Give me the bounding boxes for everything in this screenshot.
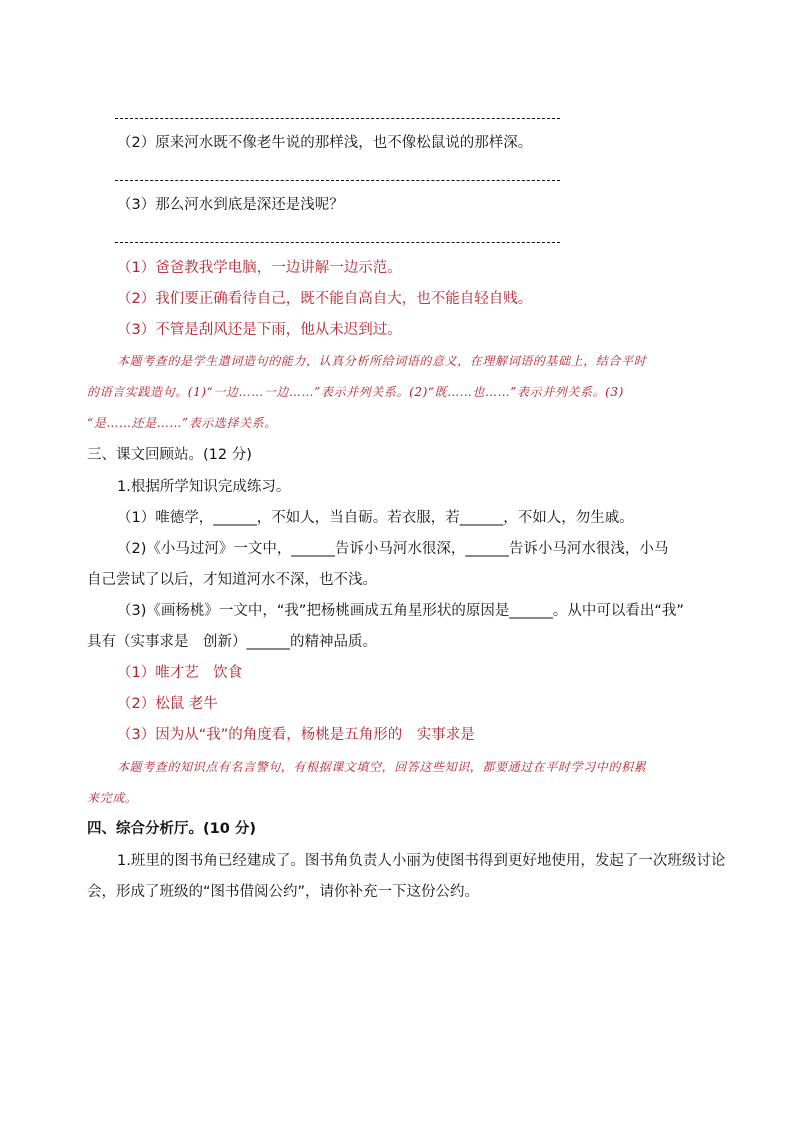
section-3-part-2-line-1: （2)《小马过河》一文中，______告诉小马河水很深，______告诉小马河水很浅，小马 <box>117 541 669 557</box>
section-3-answer-2: （2）松鼠 老牛 <box>117 696 218 712</box>
answer-blank-line-2 <box>115 180 560 181</box>
section-4-question-1-line-2: 会，形成了班级的“图书借阅公约”，请你补充一下这份公约。 <box>87 884 480 900</box>
section-3-answer-1: （1）唯才艺 饮食 <box>117 665 243 681</box>
answer-blank-line-3 <box>115 242 560 243</box>
explanation-1-line-3: “是……还是……”表示选择关系。 <box>87 416 277 430</box>
section-4-heading: 四、综合分析厅。(10 分) <box>87 821 256 837</box>
answer-2: （2）我们要正确看待自己，既不能自高自大，也不能自轻自贱。 <box>117 291 533 307</box>
explanation-2-line-2: 来完成。 <box>87 791 138 805</box>
section-3-part-1: （1）唯德学，______，不如人，当自砺。若衣服，若______，不如人，勿生戚。 <box>117 510 634 526</box>
section-4-question-1-line-1: 1.班里的图书角已经建成了。图书角负责人小丽为使图书得到更好地使用，发起了一次班级讨论 <box>117 853 726 869</box>
section-3-answer-3: （3）因为从“我”的角度看，杨桃是五角形的 实事求是 <box>117 727 475 743</box>
question-2: （2）原来河水既不像老牛说的那样浅，也不像松鼠说的那样深。 <box>117 135 533 151</box>
section-3-question-1: 1.根据所学知识完成练习。 <box>117 479 291 495</box>
explanation-2-line-1: 本题考查的知识点有名言警句，有根据课文填空，回答这些知识，都要通过在平时学习中的积累 <box>117 760 647 774</box>
section-3-heading: 三、课文回顾站。(12 分) <box>87 447 252 463</box>
section-3-part-2-line-2: 自己尝试了以后，才知道河水不深，也不浅。 <box>87 572 377 588</box>
section-3-part-3-line-2: 具有（实事求是 创新）______的精神品质。 <box>87 634 377 650</box>
answer-1: （1）爸爸教我学电脑，一边讲解一边示范。 <box>117 260 402 276</box>
section-3-part-3-line-1: （3)《画杨桃》一文中，“我”把杨桃画成五角星形状的原因是______。从中可以看出“我” <box>117 603 684 619</box>
answer-blank-line-1 <box>115 118 560 119</box>
explanation-1-line-2: 的语言实践造句。(1)“一边……一边……”表示并列关系。(2)“既……也……”表示并列关系。(3) <box>87 385 624 399</box>
answer-3: （3）不管是刮风还是下雨，他从未迟到过。 <box>117 322 402 338</box>
explanation-1-line-1: 本题考查的是学生遣词造句的能力，认真分析所给词语的意义，在理解词语的基础上，结合平时 <box>117 354 647 368</box>
question-3: （3）那么河水到底是深还是浅呢？ <box>117 197 344 213</box>
